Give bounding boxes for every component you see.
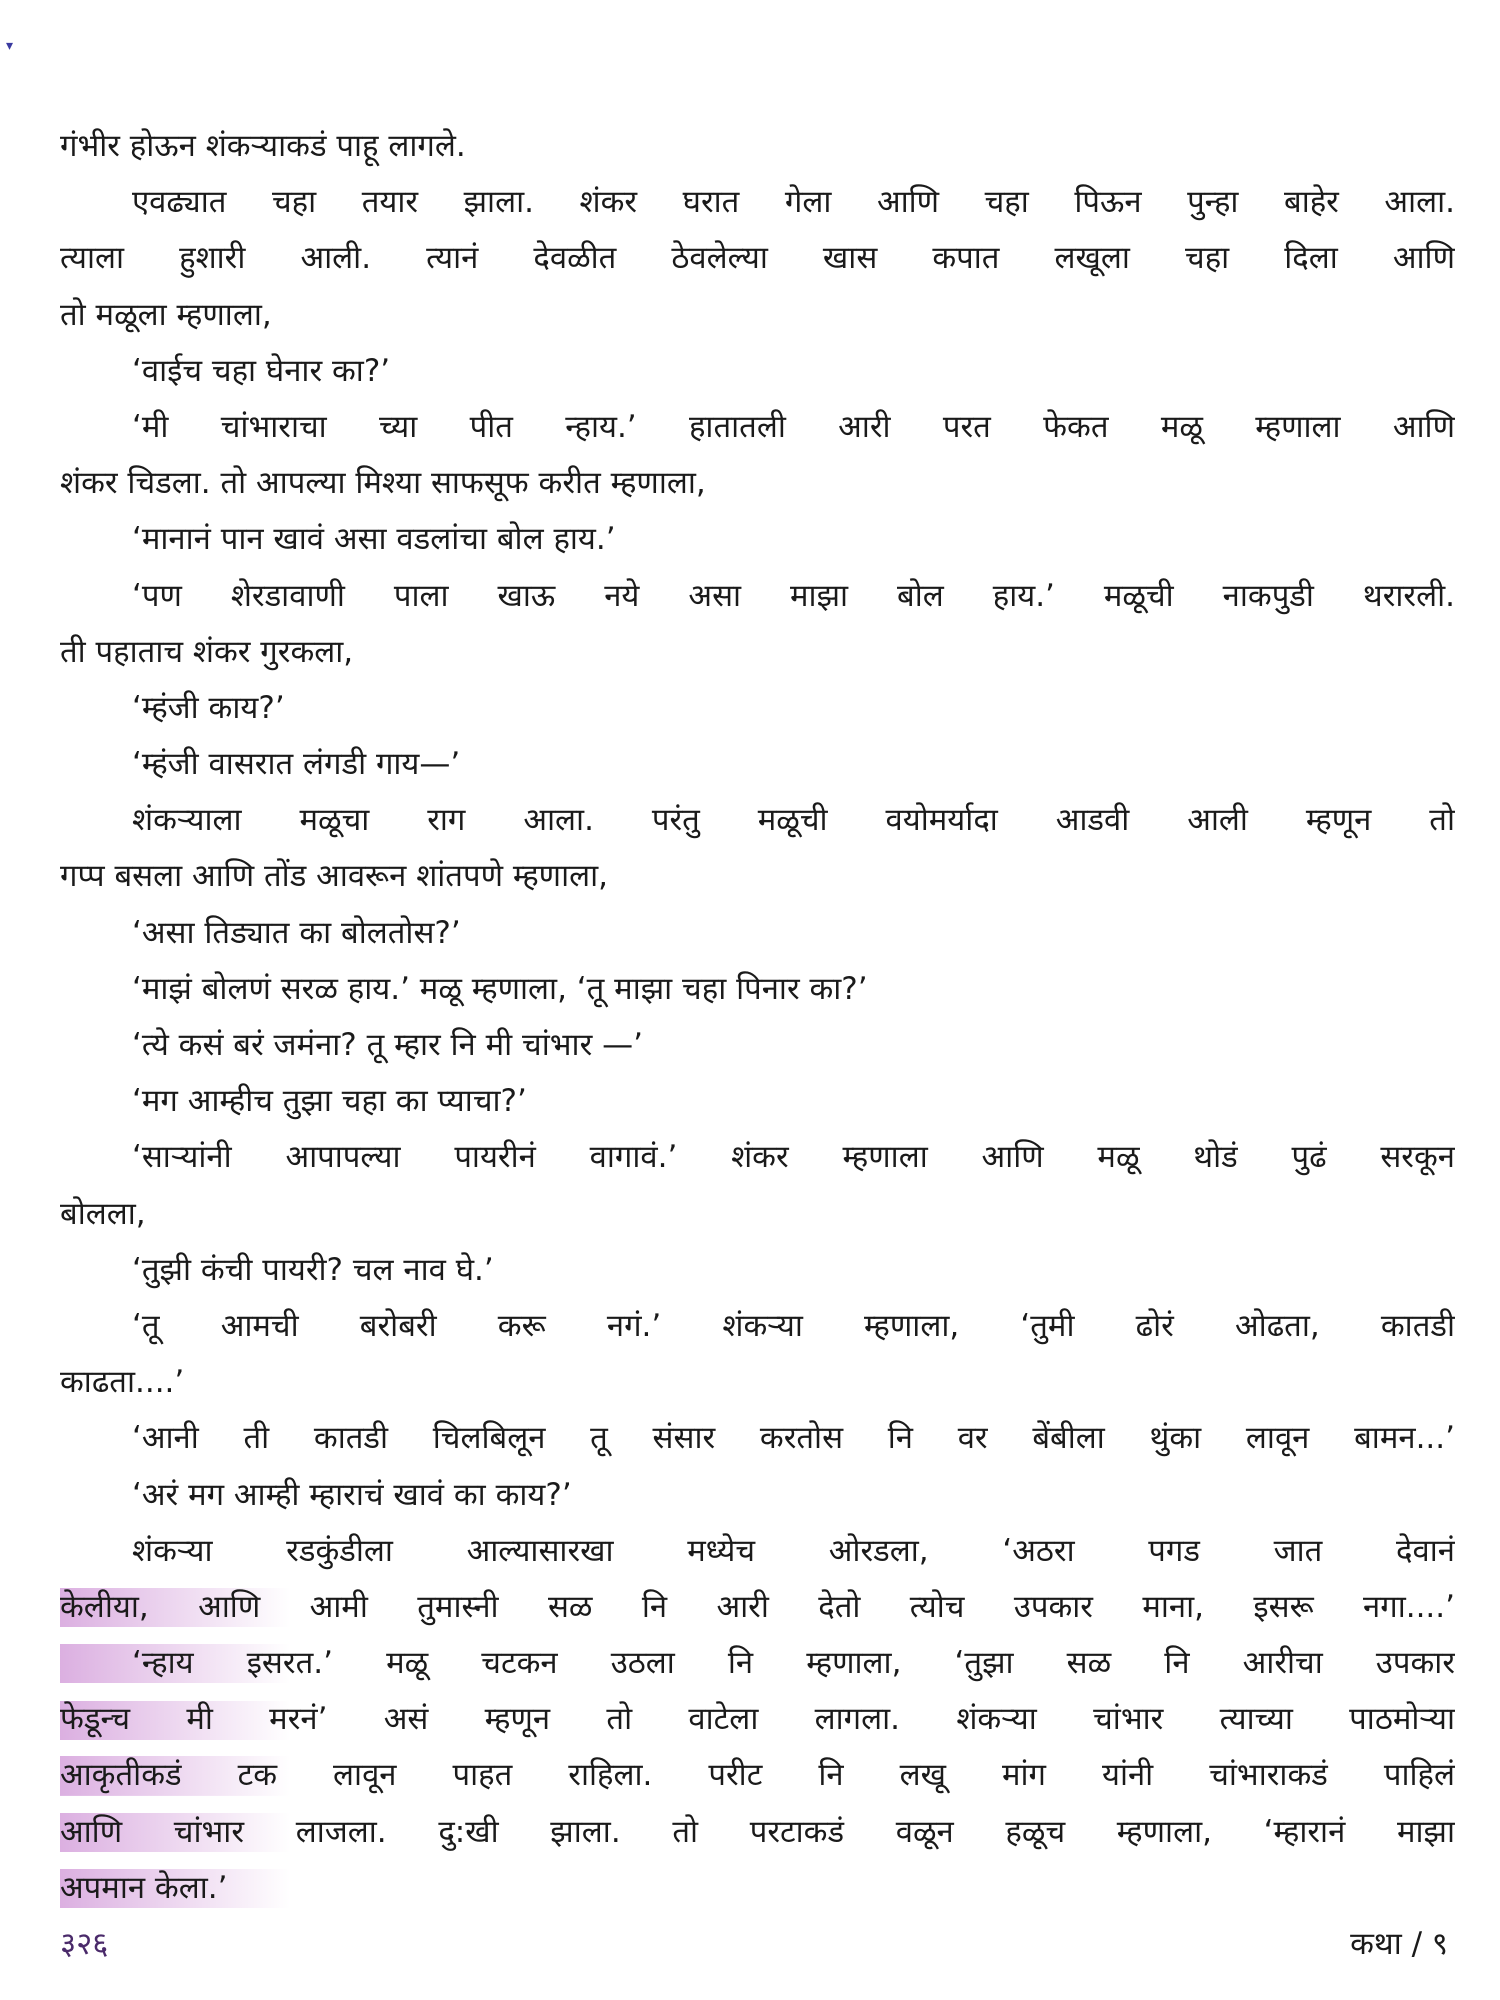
text-line: ‘साऱ्यांनी आपापल्या पायरीनं वागावं.’ शंकर म्हणाला आणि मळू थोडं पुढं सरकून (132, 1139, 1455, 1176)
page-number: ३२६ (60, 1926, 109, 1962)
text-line: शंकऱ्या रडकुंडीला आल्यासारखा मध्येच ओरडला, ‘अठरा पगड जात देवानं (132, 1532, 1455, 1569)
text-line: ‘तुझी कंची पायरी? चल नाव घे.’ (132, 1251, 494, 1288)
text-line: ‘म्हंजी काय?’ (132, 689, 285, 726)
text-line: ‘असा तिड्यात का बोलतोस?’ (132, 914, 461, 951)
text-line: गंभीर होऊन शंकऱ्याकडं पाहू लागले. (60, 128, 466, 164)
body-text (60, 118, 1455, 1916)
text-line: ती पहाताच शंकर गुरकला, (60, 633, 354, 670)
running-head: कथा / ९ (1350, 1926, 1448, 1962)
text-line: ‘पण शेरडावाणी पाला खाऊ नये असा माझा बोल हाय.’ मळूची नाकपुडी थरारली. (132, 577, 1455, 614)
text-line: ‘अरं मग आम्ही म्हाराचं खावं का काय?’ (132, 1476, 572, 1513)
text-line: ‘मी चांभाराचा च्या पीत न्हाय.’ हातातली आरी परत फेकत मळू म्हणाला आणि (132, 408, 1455, 445)
text-line: गप्प बसला आणि तोंड आवरून शांतपणे म्हणाला, (60, 858, 609, 895)
text-line: एवढ्यात चहा तयार झाला. शंकर घरात गेला आणि चहा पिऊन पुन्हा बाहेर आला. (132, 184, 1455, 221)
text-line: केलीया, आणि आमी तुमास्नी सळ नि आरी देतो त्योच उपकार माना, इसरू नगा....’ (60, 1579, 1455, 1635)
text-line: बोलला, (60, 1195, 146, 1232)
text-line: आकृतीकडं टक लावून पाहत राहिला. परीट नि लखू मांग यांनी चांभाराकडं पाहिलं (60, 1747, 1455, 1803)
text-line: ‘आनी ती कातडी चिलबिलून तू संसार करतोस नि वर बेंबीला थुंका लावून बामन...’ (132, 1420, 1455, 1457)
text-line: ‘मग आम्हीच तुझा चहा का प्याचा?’ (132, 1083, 527, 1120)
corner-tick-mark: ▾ (6, 38, 14, 54)
text-line: ‘त्ये कसं बरं जमंना? तू म्हार नि मी चांभार —’ (132, 1027, 643, 1063)
text-line: अपमान केला.’ (60, 1860, 1455, 1916)
text-line: आणि चांभार लाजला. दु:खी झाला. तो परटाकडं वळून हळूच म्हणाला, ‘म्हारानं माझा (60, 1804, 1455, 1860)
text-line: शंकर चिडला. तो आपल्या मिश्या साफसूफ करीत म्हणाला, (60, 465, 706, 502)
text-line: ‘तू आमची बरोबरी करू नगं.’ शंकऱ्या म्हणाला, ‘तुमी ढोरं ओढता, कातडी (132, 1307, 1455, 1344)
text-line: ‘न्हाय इसरत.’ मळू चटकन उठला नि म्हणाला, ‘तुझा सळ नि आरीचा उपकार (60, 1635, 1455, 1691)
text-line: तो मळूला म्हणाला, (60, 296, 272, 333)
text-line: फेडून्च मी मरनं’ असं म्हणून तो वाटेला लागला. शंकऱ्या चांभार त्याच्या पाठमोऱ्या (60, 1691, 1455, 1747)
text-line: ‘माझं बोलणं सरळ हाय.’ मळू म्हणाला, ‘तू माझा चहा पिनार का?’ (132, 970, 868, 1007)
text-line: शंकऱ्याला मळूचा राग आला. परंतु मळूची वयोमर्यादा आडवी आली म्हणून तो (132, 802, 1455, 839)
text-line: ‘वाईच चहा घेनार का?’ (132, 352, 391, 389)
text-line: ‘म्हंजी वासरात लंगडी गाय—’ (132, 746, 461, 783)
text-line: त्याला हुशारी आली. त्यानं देवळीत ठेवलेल्या खास कपात लखूला चहा दिला आणि (60, 240, 1455, 277)
page-footer (60, 1922, 1448, 1966)
text-line: काढता....’ (60, 1364, 185, 1401)
text-line: ‘मानानं पान खावं असा वडलांचा बोल हाय.’ (132, 521, 616, 558)
